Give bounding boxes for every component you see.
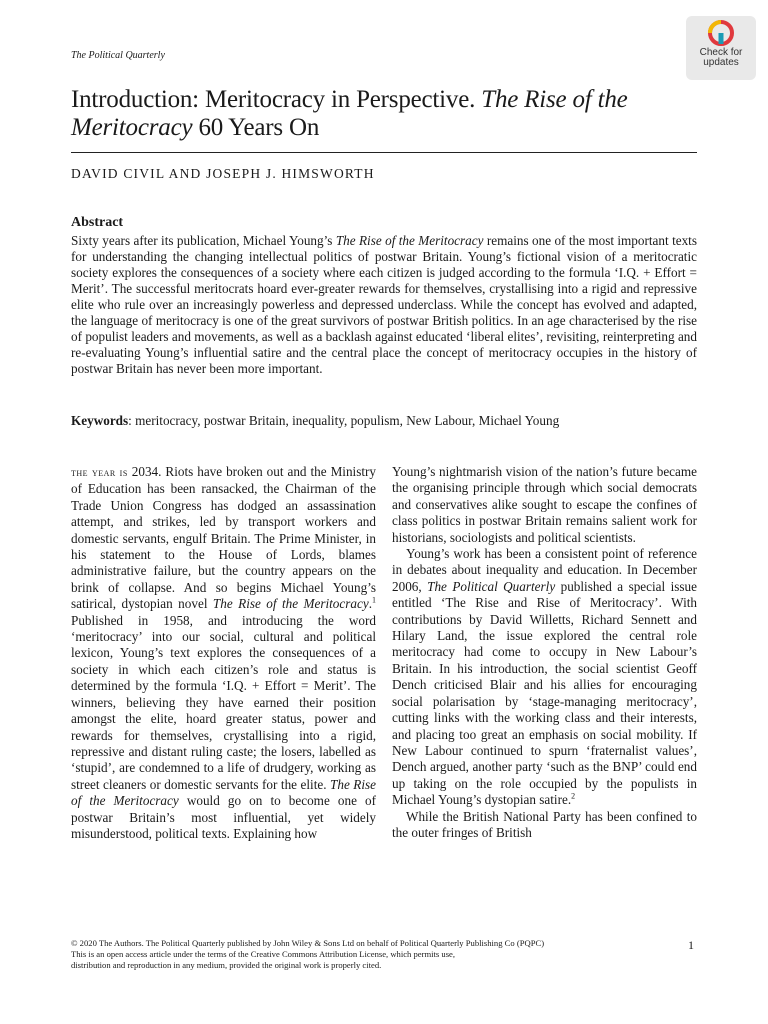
page-number: 1 — [688, 938, 694, 952]
body-column-right — [392, 464, 697, 841]
keywords-list: : meritocracy, postwar Britain, inequality, populism, New Labour, Michael Young — [128, 413, 560, 428]
title-tail: 60 Years On — [198, 114, 320, 141]
keywords-label: Keywords — [71, 413, 129, 428]
body-column-left — [71, 464, 376, 842]
author-line: DAVID CIVIL AND JOSEPH J. HIMSWORTH — [71, 166, 375, 181]
title-book: The Rise of the Meritocracy — [71, 86, 628, 141]
abstract-text: Sixty years after its publication, Michael Young’s The Rise of the Meritocracy remains one of the most important texts for understanding the changing intellectual politics of postwar Britain. Young’s fictional vision of a meritocratic society explores the consequences of a society where each citizen is judged according to the formula ‘I.Q. + Effort = Merit’. The successful meritocrats hoard ever-greater rewards for themselves, crystallising into a rigid and repressive elite who rule over an increasingly powerless and depressed underclass. While the concept has evolved and adapted, the language of meritocracy is one of the great survivors of postwar British politics. In an age characterised by the rise of populist leaders and movements, as well as a backlash against educated ‘liberal elites’, revisiting, reinterpreting and re-evaluating Young’s influential satire and the central place the concept of meritocracy occupies in the history of postwar Britain has never been more important. — [71, 233, 697, 376]
article-title — [71, 86, 711, 142]
check-for-updates-badge[interactable] — [686, 16, 756, 80]
keywords — [71, 413, 711, 429]
title-divider — [71, 152, 697, 153]
footnote-ref[interactable]: 2 — [571, 791, 576, 801]
title-main: Introduction: Meritocracy in Perspective. — [71, 86, 476, 113]
paragraph: Young’s work has been a consistent point of reference in debates about inequality and education. In December 2006, The Political Quarterly published a special issue entitled ‘The Rise and Rise of Meritocracy’. With contributions by David Willetts, Richard Sennett and Hilary Land, the issue explored the central role meritocracy had come to occupy in New Labour’s Britain. In his introduction, the social scientist Geoff Dench criticised Blair and his allies for encouraging social polarisation by ‘stage-managing meritocracy’, cutting links with the working class and their interests, and placing too great an emphasis on social mobility. If New Labour continued to spurn ‘fraternalist values’, Dench argued, another party ‘such as the BNP’ could end up taking on the role occupied by the populists in Michael Young’s dystopian satire.$^2$ — [392, 546, 698, 808]
copyright-footer: © 2020 The Authors. The Political Quarterly published by John Wiley & Sons Ltd on behalf of Political Quarterly Publishing Co (PQPC) This is an open access article under the terms of the Creative Commons Attribution License, which permits use, distribution and reproduction in any medium, provided the original work is properly cited. — [71, 938, 545, 970]
journal-name: The Political Quarterly — [71, 50, 165, 61]
paragraph: While the British National Party has been confined to the outer fringes of British — [392, 808, 697, 840]
abstract-heading: Abstract — [71, 215, 124, 230]
paragraph: the year is 2034. Riots have broken out and the Ministry of Education has been ransacked, the Chairman of the Trade Union Congress has dodged an assassination attempt, and strikes, led by transport workers and domestic servants, engulf Britain. The Prime Minister, in his statement to the House of Lords, blames administrative failure, but the country appears on the brink of collapse. And so begins Michael Young’s satirical, dystopian novel The Rise of the Meritocracy.$^1$ Published in 1958, and introducing the word ‘meritocracy’ into our social, cultural and political lexicon, Young’s text explores the consequences of a society in which each citizen’s role and status is determined by the formula ‘I.Q. + Effort = Merit’. The winners, believing they have earned their position amongst the elite, hoard greater status, power and rewards for themselves, crystallising into a rigid, repressive and distant ruling caste; the losers, labelled as ‘stupid’, are condemned to a life of drudgery, working as street cleaners or domestic servants for the elite. The Rise of the Meritocracy would go on to become one of postwar Britain’s most influential, yet widely misunderstood, political texts. Explaining how — [71, 464, 377, 841]
crossmark-icon — [708, 20, 734, 46]
badge-label-2: updates — [703, 57, 739, 68]
badge-label-1: Check for — [699, 47, 743, 58]
footnote-ref[interactable]: 1 — [371, 595, 376, 605]
paragraph: Young’s nightmarish vision of the nation’s future became the organising principle through which social democrats and conservatives alike sought to escape the confines of class politics in postwar Britain remains salient work for historians, sociologists and political scientists. — [392, 464, 697, 545]
